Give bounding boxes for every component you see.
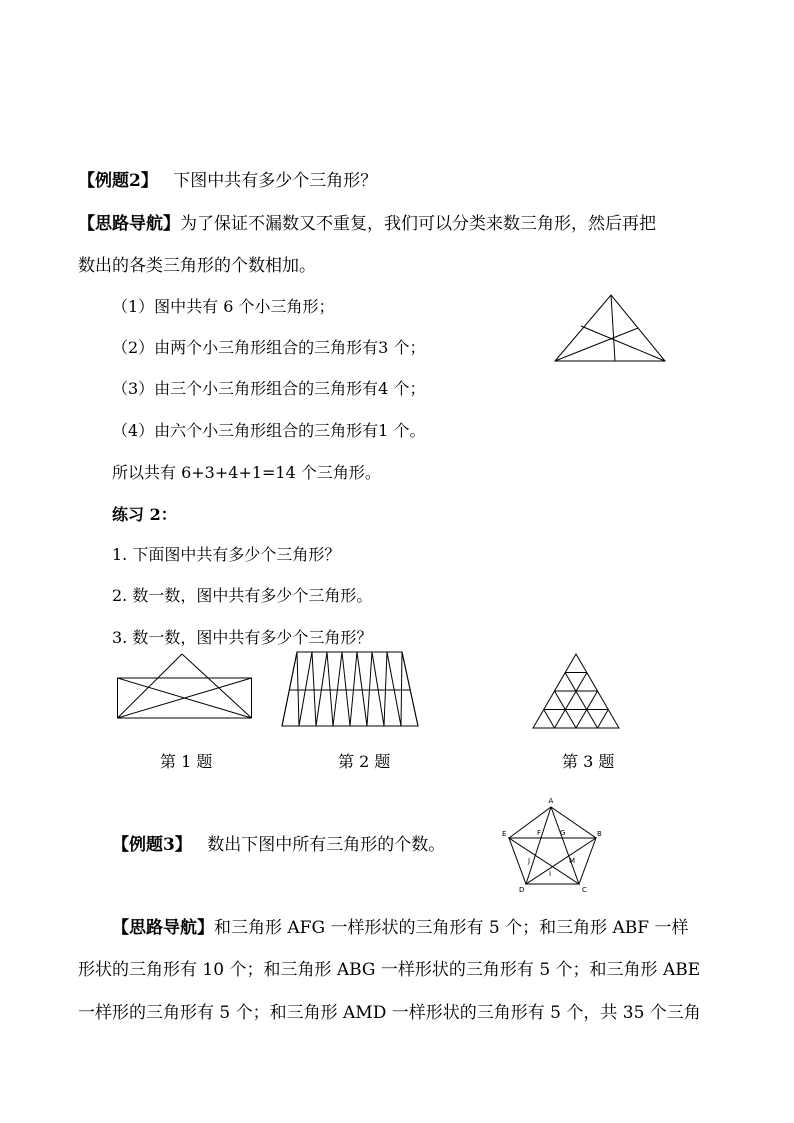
caption-figure-3: 第 3 题: [562, 752, 615, 771]
guide2-item-4: （4）由六个小三角形组合的三角形有1 个。: [112, 421, 426, 440]
example3-question: 数出下图中所有三角形的个数。: [207, 835, 446, 855]
practice2-title: 练习 2：: [112, 505, 177, 524]
practice-figure-3: [533, 654, 621, 730]
label-c: C: [582, 886, 587, 894]
guide3-line3: 一样形的三角形有 5 个；和三角形 AMD 一样形状的三角形有 5 个，共 35 个三角: [78, 1003, 701, 1023]
label-m: M: [569, 857, 576, 865]
guide3-line2: 形状的三角形有 10 个；和三角形 ABG 一样形状的三角形有 5 个；和三角形 ABE: [78, 960, 701, 980]
practice-figure-1: [117, 654, 253, 720]
guide2-item-1: （1）图中共有 6 个小三角形；: [112, 297, 335, 316]
example3-heading: [112, 835, 445, 855]
example2-tag: 【例题2】: [78, 171, 158, 191]
guide3-text1: 和三角形 AFG 一样形状的三角形有 5 个；和三角形 ABF 一样: [214, 918, 689, 938]
practice-figure-2: [282, 650, 420, 730]
guide2-line2: 数出的各类三角形的个数相加。: [78, 256, 316, 276]
label-i: I: [549, 870, 552, 878]
example2-heading: [78, 171, 377, 191]
caption-figure-2: 第 2 题: [338, 752, 391, 771]
guide2-item-2: （2）由两个小三角形组合的三角形有3 个；: [112, 338, 426, 357]
label-b: B: [597, 830, 602, 838]
label-f: F: [537, 829, 542, 837]
label-e: E: [502, 830, 507, 838]
guide2-tag: 【思路导航】: [78, 214, 180, 234]
guide3-line1: [112, 918, 688, 938]
guide2-text1: 为了保证不漏数又不重复，我们可以分类来数三角形，然后再把: [180, 214, 656, 234]
caption-figure-1: 第 1 题: [160, 752, 213, 771]
guide2-line1: [78, 214, 656, 234]
practice2-question-3: 3. 数一数，图中共有多少个三角形？: [112, 628, 373, 647]
practice2-question-1: 1. 下面图中共有多少个三角形？: [112, 545, 341, 564]
example3-pentagon-figure: [500, 796, 606, 894]
label-a: A: [548, 797, 554, 805]
label-d: D: [519, 886, 525, 894]
label-j: J: [528, 857, 531, 865]
guide3-tag: 【思路导航】: [112, 918, 214, 938]
example2-triangle-figure: [555, 295, 667, 363]
label-g: G: [560, 829, 566, 837]
example2-question: 下图中共有多少个三角形？: [173, 171, 378, 191]
example3-tag: 【例题3】: [112, 835, 192, 855]
practice2-question-2: 2. 数一数，图中共有多少个三角形。: [112, 586, 373, 605]
guide2-item-3: （3）由三个小三角形组合的三角形有4 个；: [112, 379, 426, 398]
guide2-conclusion: 所以共有 6+3+4+1=14 个三角形。: [112, 463, 381, 482]
